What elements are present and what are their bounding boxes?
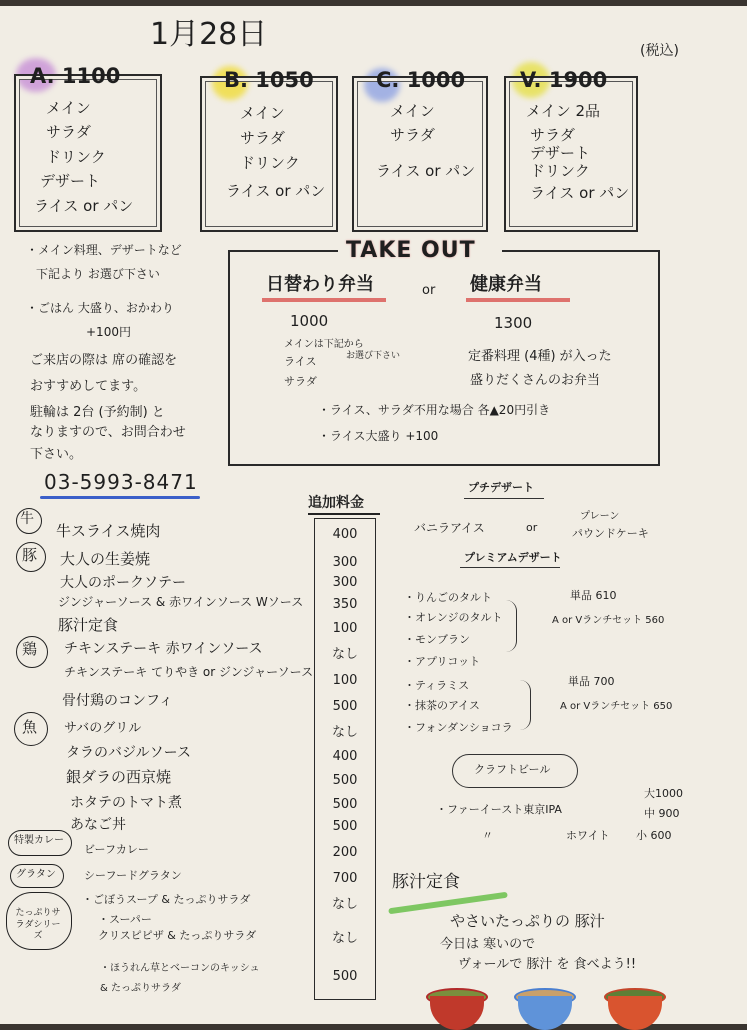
- menu-item-name: チキンステーキ 赤ワインソース: [64, 641, 263, 657]
- phone-underline: [40, 496, 200, 499]
- set-a-item: サラダ: [46, 123, 91, 141]
- menu-item-surcharge: 500: [332, 699, 358, 714]
- premium-item: ・りんごのタルト: [404, 591, 492, 604]
- note-line: ・ごはん 大盛り、おかわり: [26, 301, 174, 315]
- menu-item-surcharge: なし: [331, 647, 358, 662]
- menu-item-surcharge: 300: [332, 555, 358, 570]
- premium-dessert-title: プレミアムデザート: [464, 551, 562, 564]
- menu-item-surcharge: 100: [332, 621, 358, 636]
- menu-item-surcharge: なし: [331, 725, 358, 740]
- date-heading: 1月28日: [150, 17, 268, 52]
- premium-dessert-underline: [460, 567, 560, 568]
- set-c-price: C. 1000: [376, 68, 466, 92]
- bento2-price: 1300: [494, 314, 533, 332]
- bento1-price: 1000: [290, 312, 329, 330]
- menu-item-name: ・ほうれん草とベーコンのキッシュ: [100, 963, 260, 974]
- premium-group2-set: A or Vランチセット 650: [560, 701, 673, 712]
- menu-item-surcharge: なし: [331, 931, 358, 946]
- premium-item: ・アプリコット: [404, 655, 481, 668]
- set-c-item: サラダ: [390, 126, 435, 144]
- menu-item-name: あなご丼: [70, 817, 126, 833]
- menu-item-surcharge: 500: [332, 773, 358, 788]
- menu-item-surcharge: 700: [332, 871, 358, 886]
- bento2-underline: [466, 298, 570, 302]
- set-a-item: ドリンク: [46, 148, 106, 166]
- premium-group1-single: 単品 610: [570, 589, 617, 602]
- petit-dessert-title: プチデザート: [468, 481, 534, 494]
- premium-group2-single: 単品 700: [568, 675, 615, 688]
- menu-item-name: ホタテのトマト煮: [70, 795, 182, 811]
- set-v-item: ドリンク: [530, 162, 590, 180]
- set-a-item: デザート: [40, 172, 101, 190]
- menu-item-name: 大人のポークソテー: [60, 575, 186, 591]
- tax-note: (税込): [640, 43, 679, 59]
- category-chicken-label: 鶏: [22, 640, 38, 658]
- bento1-desc: お選び下さい: [346, 351, 401, 361]
- menu-item-name: ・ごぼうスープ & たっぷりサラダ: [82, 893, 251, 906]
- note-line: おすすめしてます。: [30, 379, 147, 394]
- petit-dessert-item2: プレーン: [580, 511, 620, 522]
- set-b-price: B. 1050: [224, 68, 314, 92]
- menu-item-name: 銀ダラの西京焼: [66, 768, 172, 786]
- tonjiru-line: ヴォールで 豚汁 を 食べよう!!: [458, 957, 637, 972]
- note-line: 駐輪は 2台 (予約制) と: [30, 405, 165, 420]
- craft-beer-row: ・ファーイースト東京IPA: [436, 803, 562, 816]
- surcharge-header: 追加料金: [308, 495, 364, 511]
- set-c-item: ライス or パン: [376, 162, 476, 180]
- bowl-red-icon: [430, 996, 484, 1030]
- set-b-item: サラダ: [240, 129, 285, 147]
- bento2-desc: 盛りだくさんのお弁当: [470, 373, 601, 388]
- tonjiru-line: やさいたっぷりの 豚汁: [450, 912, 605, 930]
- set-v-item: デザート: [530, 144, 591, 162]
- menu-item-name: & たっぷりサラダ: [100, 983, 181, 994]
- menu-item-name: ジンジャーソース & 赤ワインソース Wソース: [58, 595, 304, 609]
- menu-item-name: タラのバジルソース: [66, 745, 191, 761]
- category-pork-label: 豚: [22, 546, 38, 564]
- tonjiru-title: 豚汁定食: [392, 872, 460, 892]
- bento1-name: 日替わり弁当: [266, 274, 374, 295]
- set-a-price: A. 1100: [30, 64, 121, 88]
- menu-item-surcharge: 300: [332, 575, 358, 590]
- menu-item-surcharge: 400: [332, 527, 358, 542]
- category-curry-label: 特製カレー: [14, 835, 64, 846]
- premium-item: ・モンブラン: [404, 633, 470, 646]
- craft-beer-size: 中 900: [644, 807, 680, 820]
- bento1-desc: ライス: [284, 355, 317, 368]
- menu-item-name: サバのグリル: [64, 721, 142, 736]
- tonjiru-line: 今日は 寒いので: [440, 937, 536, 952]
- set-b-item: ドリンク: [240, 154, 300, 172]
- petit-dessert-or: or: [526, 521, 538, 534]
- set-a-item: ライス or パン: [34, 197, 134, 215]
- menu-item-surcharge: 200: [332, 845, 358, 860]
- menu-item-name: シーフードグラタン: [84, 869, 182, 882]
- set-c-item: メイン: [390, 102, 435, 120]
- craft-beer-size: 大1000: [644, 787, 683, 800]
- menu-item-name: チキンステーキ てりやき or ジンジャーソース: [64, 665, 314, 679]
- note-line: ご来店の際は 席の確認を: [30, 353, 178, 368]
- bento2-name: 健康弁当: [470, 274, 542, 295]
- take-out-option: ・ライス大盛り +100: [318, 429, 439, 443]
- premium-group1-bracket: [506, 600, 517, 652]
- note-line: 下さい。: [30, 447, 83, 462]
- craft-beer-row: ホワイト: [566, 829, 610, 842]
- premium-item: ・フォンダンショコラ: [404, 721, 513, 734]
- note-line: なりますので、お問合わせ: [30, 425, 186, 440]
- premium-group2-bracket: [520, 680, 531, 730]
- menu-item-surcharge: 100: [332, 673, 358, 688]
- phone-number: 03-5993-8471: [44, 470, 198, 494]
- tonjiru-green-stroke: [388, 892, 508, 915]
- surcharge-header-underline: [308, 513, 380, 515]
- menu-item-surcharge: 500: [332, 969, 358, 984]
- menu-item-surcharge: 500: [332, 797, 358, 812]
- menu-item-name: ビーフカレー: [84, 843, 149, 856]
- premium-item: ・ティラミス: [404, 679, 470, 692]
- menu-item-name: 牛スライス焼肉: [56, 522, 161, 540]
- take-out-title: TAKE OUT: [346, 238, 476, 263]
- menu-item-name: 豚汁定食: [58, 616, 119, 634]
- category-fish-label: 魚: [22, 718, 38, 736]
- menu-item-name: 骨付鶏のコンフィ: [62, 693, 173, 709]
- menu-item-name: 大人の生姜焼: [60, 550, 151, 568]
- set-b-item: メイン: [240, 104, 285, 122]
- menu-item-surcharge: 400: [332, 749, 358, 764]
- petit-dessert-underline: [464, 498, 544, 499]
- category-gratin-label: グラタン: [16, 869, 56, 880]
- set-v-item: メイン 2品: [526, 102, 601, 120]
- menu-item-surcharge: なし: [331, 897, 358, 912]
- set-c-box: [352, 76, 488, 232]
- bento1-desc: メインは下記から: [284, 339, 364, 350]
- menu-item-name: ・スーパー: [98, 913, 152, 926]
- set-v-item: ライス or パン: [530, 184, 630, 202]
- premium-item: ・オレンジのタルト: [404, 611, 503, 624]
- premium-group1-set: A or Vランチセット 560: [552, 615, 665, 626]
- category-beef-label: 牛: [20, 511, 34, 527]
- set-b-item: ライス or パン: [226, 182, 326, 200]
- note-line: 下記より お選び下さい: [36, 267, 160, 281]
- note-line: ・メイン料理、デザートなど: [26, 243, 182, 257]
- bento2-desc: 定番料理 (4種) が入った: [468, 349, 612, 364]
- bowl-orange-icon: [608, 996, 662, 1030]
- petit-dessert-item2: パウンドケーキ: [572, 527, 649, 540]
- take-out-option: ・ライス、サラダ不用な場合 各▲20円引き: [318, 403, 551, 417]
- menu-item-surcharge: 350: [332, 597, 358, 612]
- set-v-price: V. 1900: [520, 68, 608, 92]
- craft-beer-size: 小 600: [636, 829, 672, 842]
- petit-dessert-item1: バニラアイス: [414, 521, 485, 535]
- craft-beer-ditto: 〃: [482, 829, 493, 842]
- category-salad-series-label: たっぷりサラダシリーズ: [15, 908, 61, 942]
- set-v-item: サラダ: [530, 126, 575, 144]
- craft-beer-title: クラフトビール: [474, 763, 551, 776]
- bento-or: or: [422, 283, 436, 298]
- menu-paper: [0, 6, 747, 1024]
- bento1-desc: サラダ: [284, 375, 317, 388]
- bento1-underline: [262, 298, 386, 302]
- menu-item-surcharge: 500: [332, 819, 358, 834]
- premium-item: ・抹茶のアイス: [404, 699, 480, 712]
- menu-item-name: クリスピピザ & たっぷりサラダ: [98, 929, 257, 942]
- set-a-item: メイン: [46, 99, 91, 117]
- note-line: +100円: [86, 325, 131, 339]
- bowl-blue-icon: [518, 996, 572, 1030]
